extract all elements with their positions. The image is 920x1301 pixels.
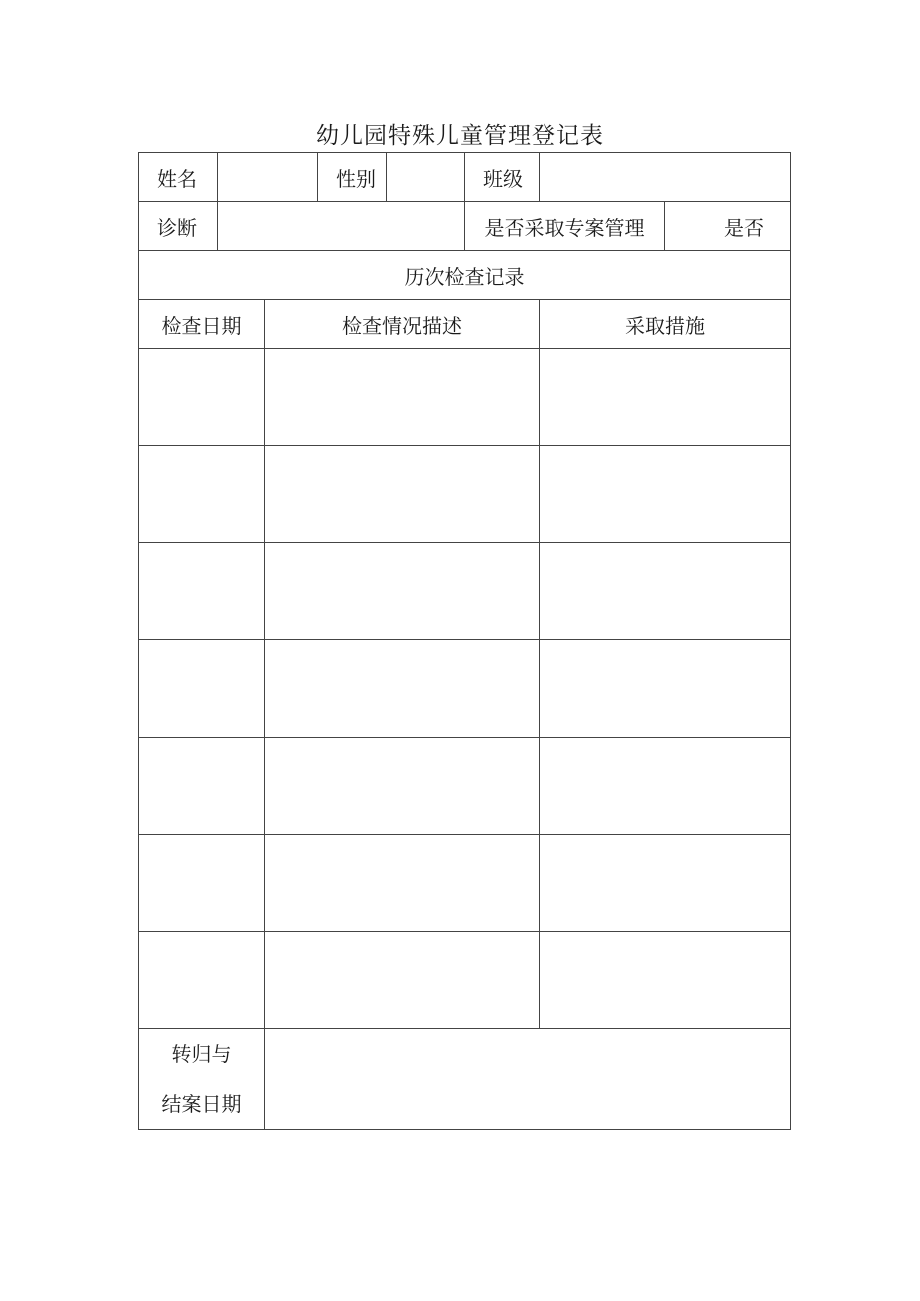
table-row [139, 446, 791, 543]
check-date-cell[interactable] [139, 543, 265, 640]
check-date-cell[interactable] [139, 834, 265, 931]
column-header-check-date: 检查日期 [139, 300, 265, 349]
check-description-cell[interactable] [265, 737, 540, 834]
table-row [139, 737, 791, 834]
gender-field[interactable] [387, 153, 465, 202]
history-heading-row [139, 251, 791, 300]
class-field[interactable] [540, 153, 791, 202]
check-description-cell[interactable] [265, 640, 540, 737]
table-row [139, 349, 791, 446]
closure-row [139, 1028, 791, 1129]
check-description-cell[interactable] [265, 543, 540, 640]
check-date-cell[interactable] [139, 640, 265, 737]
measures-taken-cell[interactable] [540, 834, 791, 931]
check-date-cell[interactable] [139, 737, 265, 834]
column-header-measures-taken: 采取措施 [540, 300, 791, 349]
measures-taken-cell[interactable] [540, 543, 791, 640]
check-date-cell[interactable] [139, 446, 265, 543]
measures-taken-cell[interactable] [540, 640, 791, 737]
column-header-check-description: 检查情况描述 [265, 300, 540, 349]
page-title: 幼儿园特殊儿童管理登记表 [316, 123, 604, 149]
check-description-cell[interactable] [265, 931, 540, 1028]
name-label: 姓名 [139, 153, 218, 202]
check-description-cell[interactable] [265, 446, 540, 543]
measures-taken-cell[interactable] [540, 737, 791, 834]
history-section-heading: 历次检查记录 [139, 251, 791, 300]
check-description-cell[interactable] [265, 834, 540, 931]
name-field[interactable] [218, 153, 318, 202]
diagnosis-row [139, 202, 791, 251]
closure-label-line-2: 结案日期 [161, 1091, 242, 1116]
measures-taken-cell[interactable] [540, 931, 791, 1028]
table-row [139, 640, 791, 737]
measures-taken-cell[interactable] [540, 349, 791, 446]
student-info-row [139, 153, 791, 202]
table-row [139, 834, 791, 931]
closure-date-label [139, 1028, 265, 1129]
check-date-cell[interactable] [139, 931, 265, 1028]
registration-form-table [138, 152, 791, 1130]
special-management-label: 是否采取专案管理 [465, 202, 665, 251]
measures-taken-cell[interactable] [540, 446, 791, 543]
check-description-cell[interactable] [265, 349, 540, 446]
gender-label: 性别 [318, 153, 387, 202]
closure-label-line-1: 转归与 [171, 1041, 232, 1066]
table-row [139, 931, 791, 1028]
check-date-cell[interactable] [139, 349, 265, 446]
history-column-header-row [139, 300, 791, 349]
diagnosis-label: 诊断 [139, 202, 218, 251]
special-management-options[interactable]: 是否 [665, 202, 791, 251]
class-label: 班级 [465, 153, 540, 202]
diagnosis-field[interactable] [218, 202, 465, 251]
table-row [139, 543, 791, 640]
closure-date-field[interactable] [265, 1028, 791, 1129]
